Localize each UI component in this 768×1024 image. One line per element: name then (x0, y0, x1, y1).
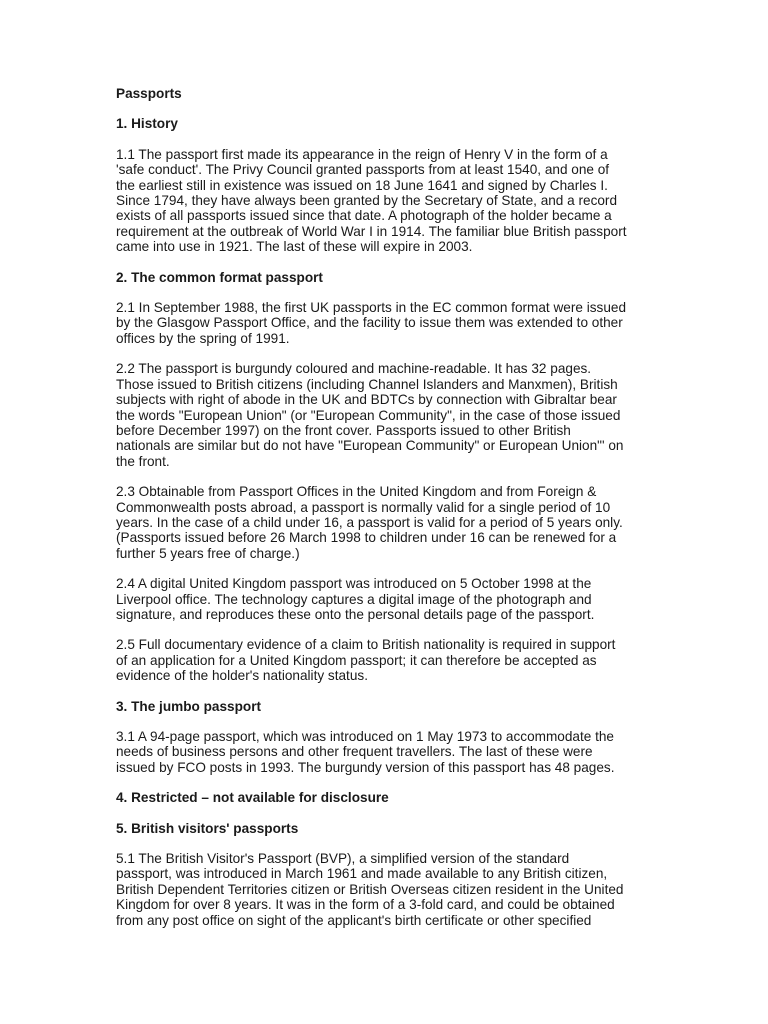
paragraph-line: needs of business persons and other frequent travellers. The last of these were (116, 744, 593, 760)
section-heading: 2. The common format passport (116, 269, 323, 285)
paragraph-line: by the Glasgow Passport Office, and the facility to issue them was extended to other (116, 315, 623, 331)
paragraph (116, 637, 664, 683)
paragraph-line: (Passports issued before 26 March 1998 to children under 16 can be renewed for a (116, 530, 617, 546)
paragraph-line: requirement at the outbreak of World War I in 1914. The familiar blue British passport (116, 223, 627, 239)
paragraph-line: issued by FCO posts in 1993. The burgundy version of this passport has 48 pages. (116, 759, 615, 775)
paragraph-line: the front. (116, 453, 170, 469)
paragraph-line: 2.5 Full documentary evidence of a claim to British nationality is required in support (116, 637, 616, 653)
paragraph-line: British Dependent Territories citizen or British Overseas citizen resident in the United (116, 881, 624, 897)
paragraph-line: the earliest still in existence was issued on 18 June 1641 and signed by Charles I. (116, 177, 608, 193)
document-body (116, 116, 664, 928)
paragraph-line: subjects with right of abode in the UK and BDTCs by connection with Gibraltar bear (116, 392, 617, 408)
paragraph-line: offices by the spring of 1991. (116, 330, 290, 346)
paragraph (116, 147, 664, 255)
paragraph-line: 2.4 A digital United Kingdom passport was introduced on 5 October 1998 at the (116, 576, 592, 592)
paragraph (116, 361, 664, 469)
paragraph-line: nationals are similar but do not have "European Community" or European Union"' on (116, 438, 624, 454)
paragraph-line: signature, and reproduces these onto the personal details page of the passport. (116, 606, 595, 622)
paragraph-line: further 5 years free of charge.) (116, 545, 300, 561)
paragraph-line: 'safe conduct'. The Privy Council granted passports from at least 1540, and one of (116, 162, 610, 178)
paragraph-line: 2.2 The passport is burgundy coloured and machine-readable. It has 32 pages. (116, 361, 592, 377)
paragraph (116, 729, 664, 775)
document-title: Passports (116, 86, 182, 101)
paragraph-line: passport, was introduced in March 1961 and made available to any British citizen, (116, 866, 608, 882)
paragraph-line: Commonwealth posts abroad, a passport is normally valid for a single period of 10 (116, 499, 611, 515)
paragraph-line: of an application for a United Kingdom passport; it can therefore be accepted as (116, 652, 597, 668)
paragraph-line: Since 1794, they have always been granted by the Secretary of State, and a record (116, 193, 618, 209)
paragraph-line: years. In the case of a child under 16, a passport is valid for a period of 5 years only. (116, 514, 623, 530)
paragraph-line: came into use in 1921. The last of these will expire in 2003. (116, 239, 473, 255)
paragraph (116, 300, 664, 346)
document-page (116, 86, 664, 943)
paragraph-line: before December 1997) on the front cover. Passports issued to other British (116, 422, 571, 438)
paragraph (116, 851, 664, 928)
section-heading: 5. British visitors' passports (116, 820, 299, 836)
section-heading: 4. Restricted – not available for disclosure (116, 790, 389, 806)
paragraph-line: from any post office on sight of the applicant's birth certificate or other specified (116, 912, 592, 928)
paragraph-line: Liverpool office. The technology captures a digital image of the photograph and (116, 591, 592, 607)
paragraph (116, 576, 664, 622)
paragraph-line: 5.1 The British Visitor's Passport (BVP), a simplified version of the standard (116, 851, 570, 867)
paragraph-line: Kingdom for over 8 years. It was in the form of a 3-fold card, and could be obtained (116, 897, 615, 913)
paragraph-line: 3.1 A 94-page passport, which was introduced on 1 May 1973 to accommodate the (116, 729, 614, 744)
paragraph (116, 484, 664, 561)
section-heading: 1. History (116, 116, 178, 132)
paragraph-line: 2.3 Obtainable from Passport Offices in the United Kingdom and from Foreign & (116, 484, 597, 500)
paragraph-line: the words "European Union" (or "European Community", in the case of those issued (116, 407, 621, 423)
paragraph-line: 2.1 In September 1988, the first UK passports in the EC common format were issued (116, 300, 627, 316)
paragraph-line: 1.1 The passport first made its appearance in the reign of Henry V in the form of a (116, 146, 608, 162)
paragraph-line: exists of all passports issued since that date. A photograph of the holder became a (116, 208, 612, 224)
paragraph-line: evidence of the holder's nationality status. (116, 668, 368, 684)
section-heading: 3. The jumbo passport (116, 698, 262, 714)
paragraph-line: Those issued to British citizens (including Channel Islanders and Manxmen), British (116, 376, 618, 392)
